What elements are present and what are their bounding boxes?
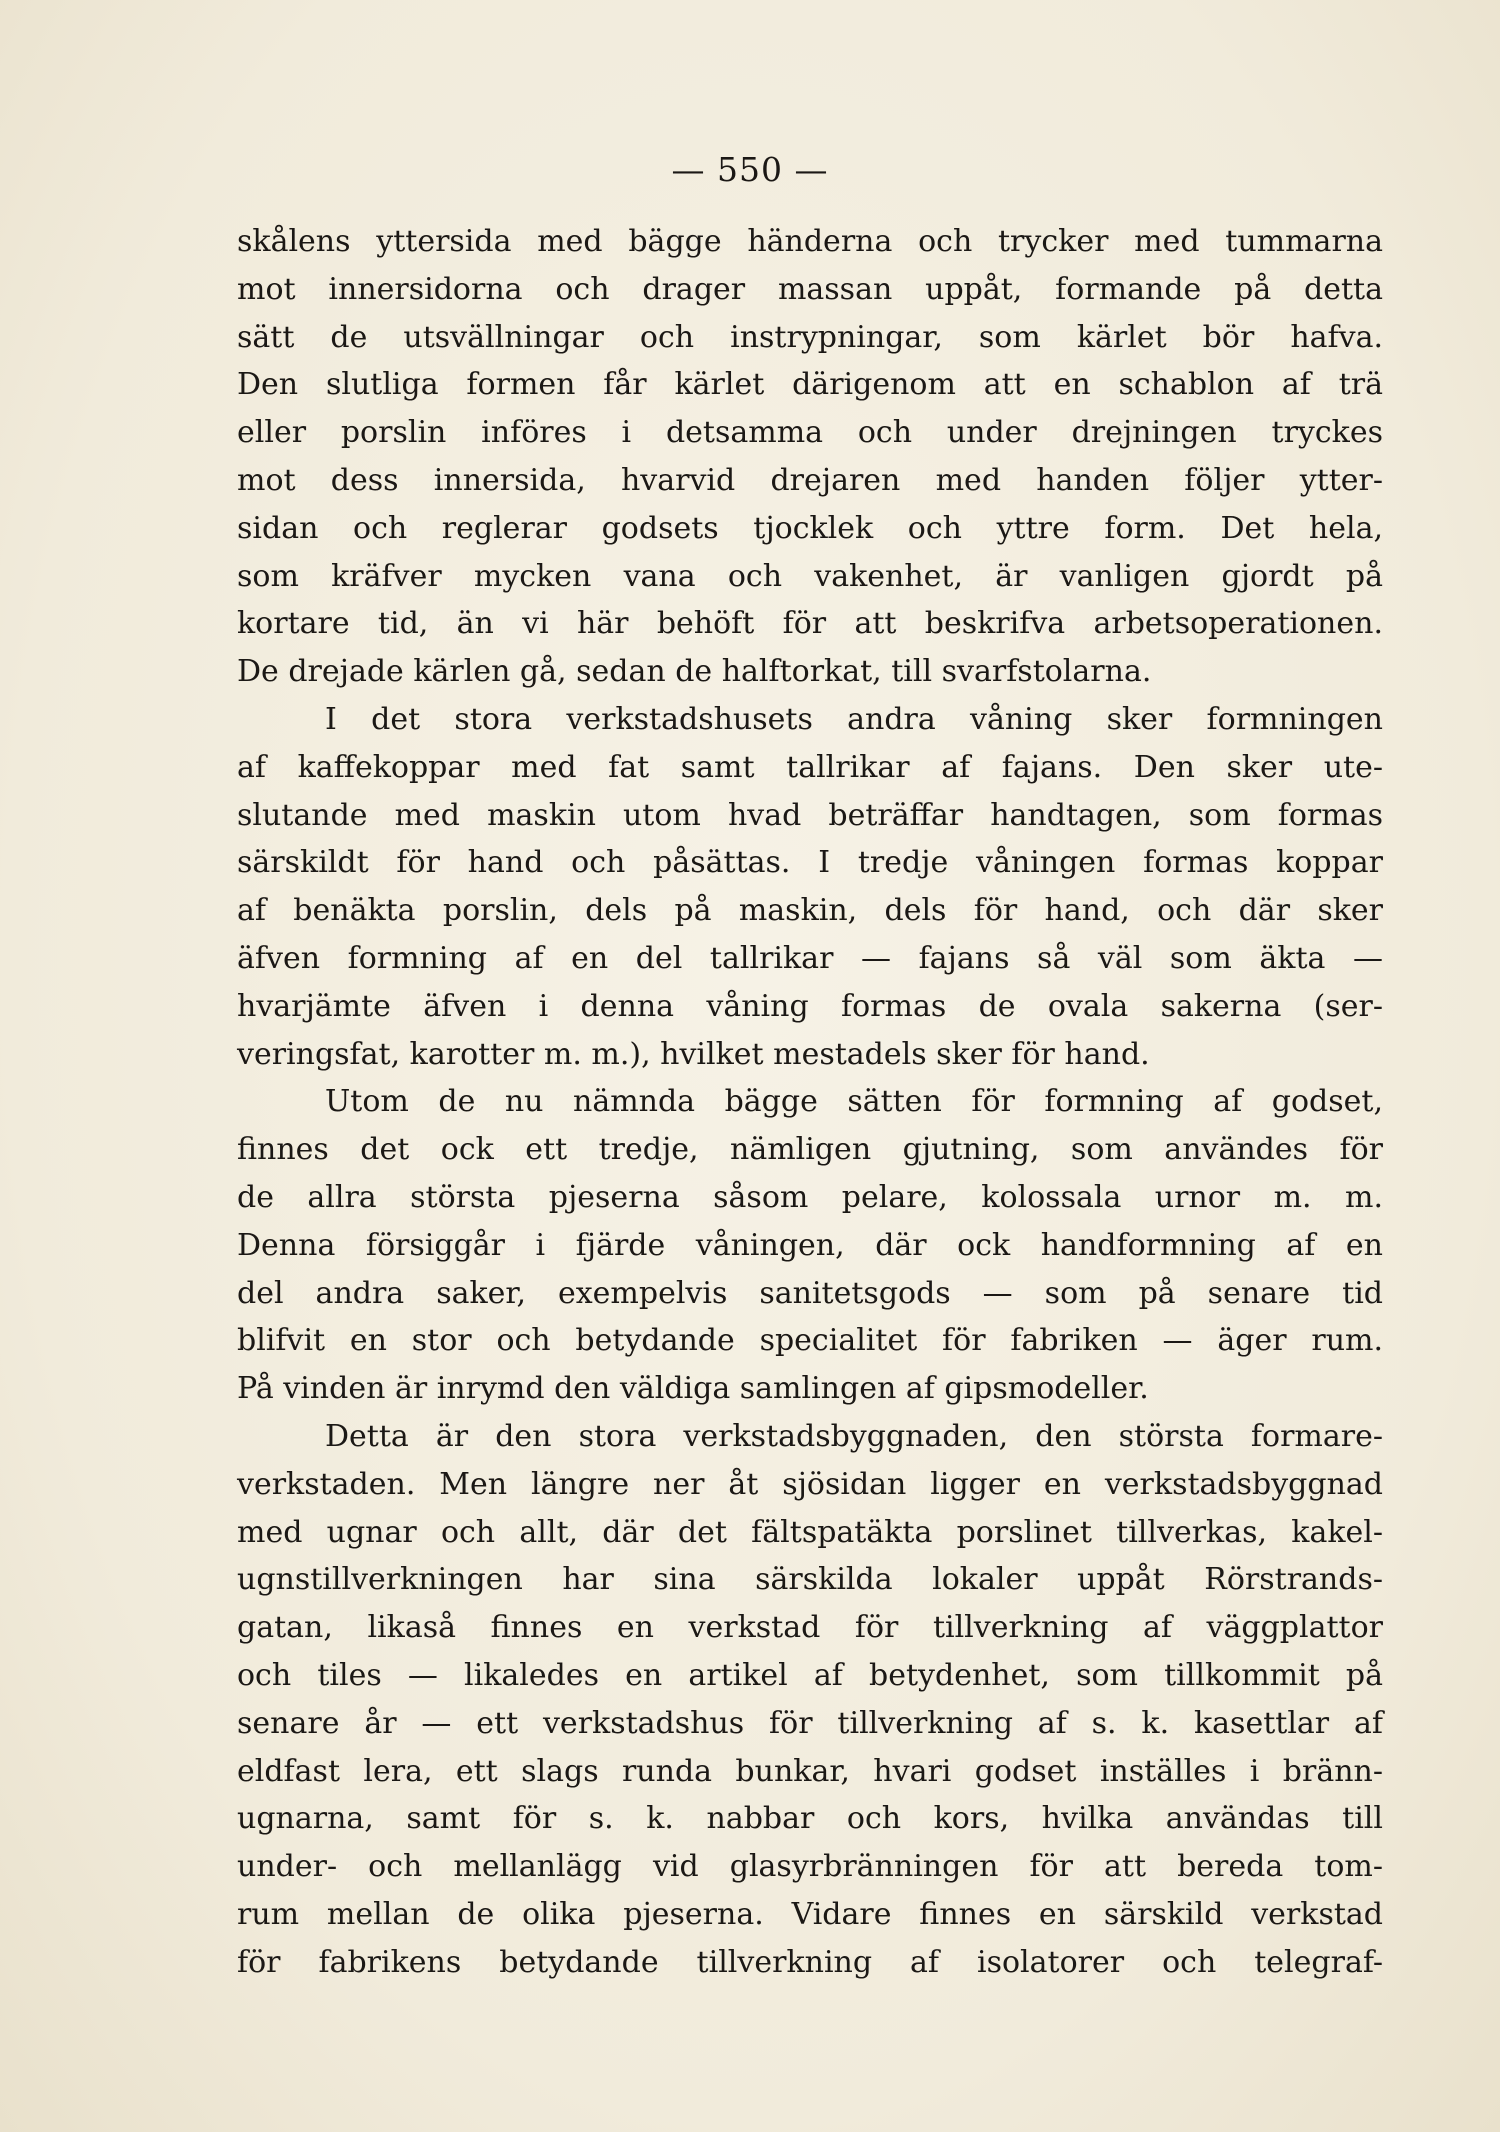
- text-line: ugnarna, samt för s. k. nabbar och kors, hvilka användas till: [237, 1801, 1383, 1837]
- text-line: af kaffekoppar med fat samt tallrikar af fajans. Den sker ute-: [237, 749, 1383, 785]
- text-line: finnes det ock ett tredje, nämligen gjutning, som användes för: [237, 1132, 1383, 1168]
- text-line: äfven formning af en del tallrikar — fajans så väl som äkta —: [237, 940, 1383, 976]
- text-line: de allra största pjeserna såsom pelare, kolossala urnor m. m.: [237, 1179, 1383, 1215]
- text-line: särskildt för hand och påsättas. I tredje våningen formas koppar: [237, 845, 1383, 881]
- text-line: De drejade kärlen gå, sedan de halftorkat, till svarfstolarna.: [237, 654, 1152, 690]
- text-line: som kräfver mycken vana och vakenhet, är vanligen gjordt på: [237, 558, 1383, 594]
- text-line: af benäkta porslin, dels på maskin, dels för hand, och där sker: [237, 893, 1383, 929]
- text-line: gatan, likaså finnes en verkstad för tillverkning af väggplattor: [237, 1610, 1383, 1646]
- text-line: senare år — ett verkstadshus för tillverkning af s. k. kasettlar af: [237, 1705, 1383, 1741]
- text-line: Denna försiggår i fjärde våningen, där ock handformning af en: [237, 1227, 1383, 1263]
- text-line: Den slutliga formen får kärlet därigenom att en schablon af trä: [237, 367, 1383, 403]
- text-line: skålens yttersida med bägge händerna och trycker med tummarna: [237, 224, 1383, 259]
- text-line: blifvit en stor och betydande specialitet för fabriken — äger rum.: [237, 1323, 1383, 1359]
- text-line: med ugnar och allt, där det fältspatäkta porslinet tillverkas, kakel-: [237, 1514, 1383, 1550]
- text-line: Detta är den stora verkstadsbyggnaden, den största formare-: [325, 1418, 1383, 1454]
- text-line: del andra saker, exempelvis sanitetsgods — som på senare tid: [237, 1275, 1383, 1311]
- text-line: På vinden är inrymd den väldiga samlingen af gipsmodeller.: [237, 1371, 1149, 1407]
- text-line: och tiles — likaledes en artikel af betydenhet, som tillkommit på: [237, 1657, 1383, 1693]
- text-line: kortare tid, än vi här behöft för att beskrifva arbetsoperationen.: [237, 606, 1383, 642]
- text-line: sätt de utsvällningar och instrypningar, som kärlet bör hafva.: [237, 319, 1383, 355]
- text-line: Utom de nu nämnda bägge sätten för formning af godset,: [325, 1084, 1383, 1120]
- text-line: mot dess innersida, hvarvid drejaren med handen följer ytter-: [237, 462, 1383, 498]
- text-line: hvarjämte äfven i denna våning formas de ovala sakerna (ser-: [237, 988, 1383, 1024]
- text-line: eldfast lera, ett slags runda bunkar, hvari godset inställes i bränn-: [237, 1753, 1383, 1789]
- text-line: för fabrikens betydande tillverkning af isolatorer och telegraf-: [237, 1944, 1383, 1980]
- text-line: veringsfat, karotter m. m.), hvilket mestadels sker för hand.: [237, 1036, 1150, 1072]
- text-line: under- och mellanlägg vid glasyrbränningen för att bereda tom-: [237, 1849, 1383, 1885]
- text-line: ugnstillverkningen har sina särskilda lokaler uppåt Rörstrands-: [237, 1562, 1383, 1598]
- body-text: [237, 218, 1383, 1986]
- text-line: verkstaden. Men längre ner åt sjösidan ligger en verkstadsbyggnad: [237, 1466, 1383, 1502]
- text-line: mot innersidorna och drager massan uppåt, formande på detta: [237, 271, 1383, 307]
- text-line: rum mellan de olika pjeserna. Vidare finnes en särskild verkstad: [237, 1896, 1383, 1932]
- page-number: — 550 —: [671, 150, 829, 189]
- text-line: I det stora verkstadshusets andra våning sker formningen: [325, 701, 1383, 737]
- text-line: slutande med maskin utom hvad beträffar handtagen, som formas: [237, 797, 1383, 833]
- text-line: sidan och reglerar godsets tjocklek och yttre form. Det hela,: [237, 510, 1383, 546]
- text-line: eller porslin införes i detsamma och under drejningen tryckes: [237, 415, 1383, 451]
